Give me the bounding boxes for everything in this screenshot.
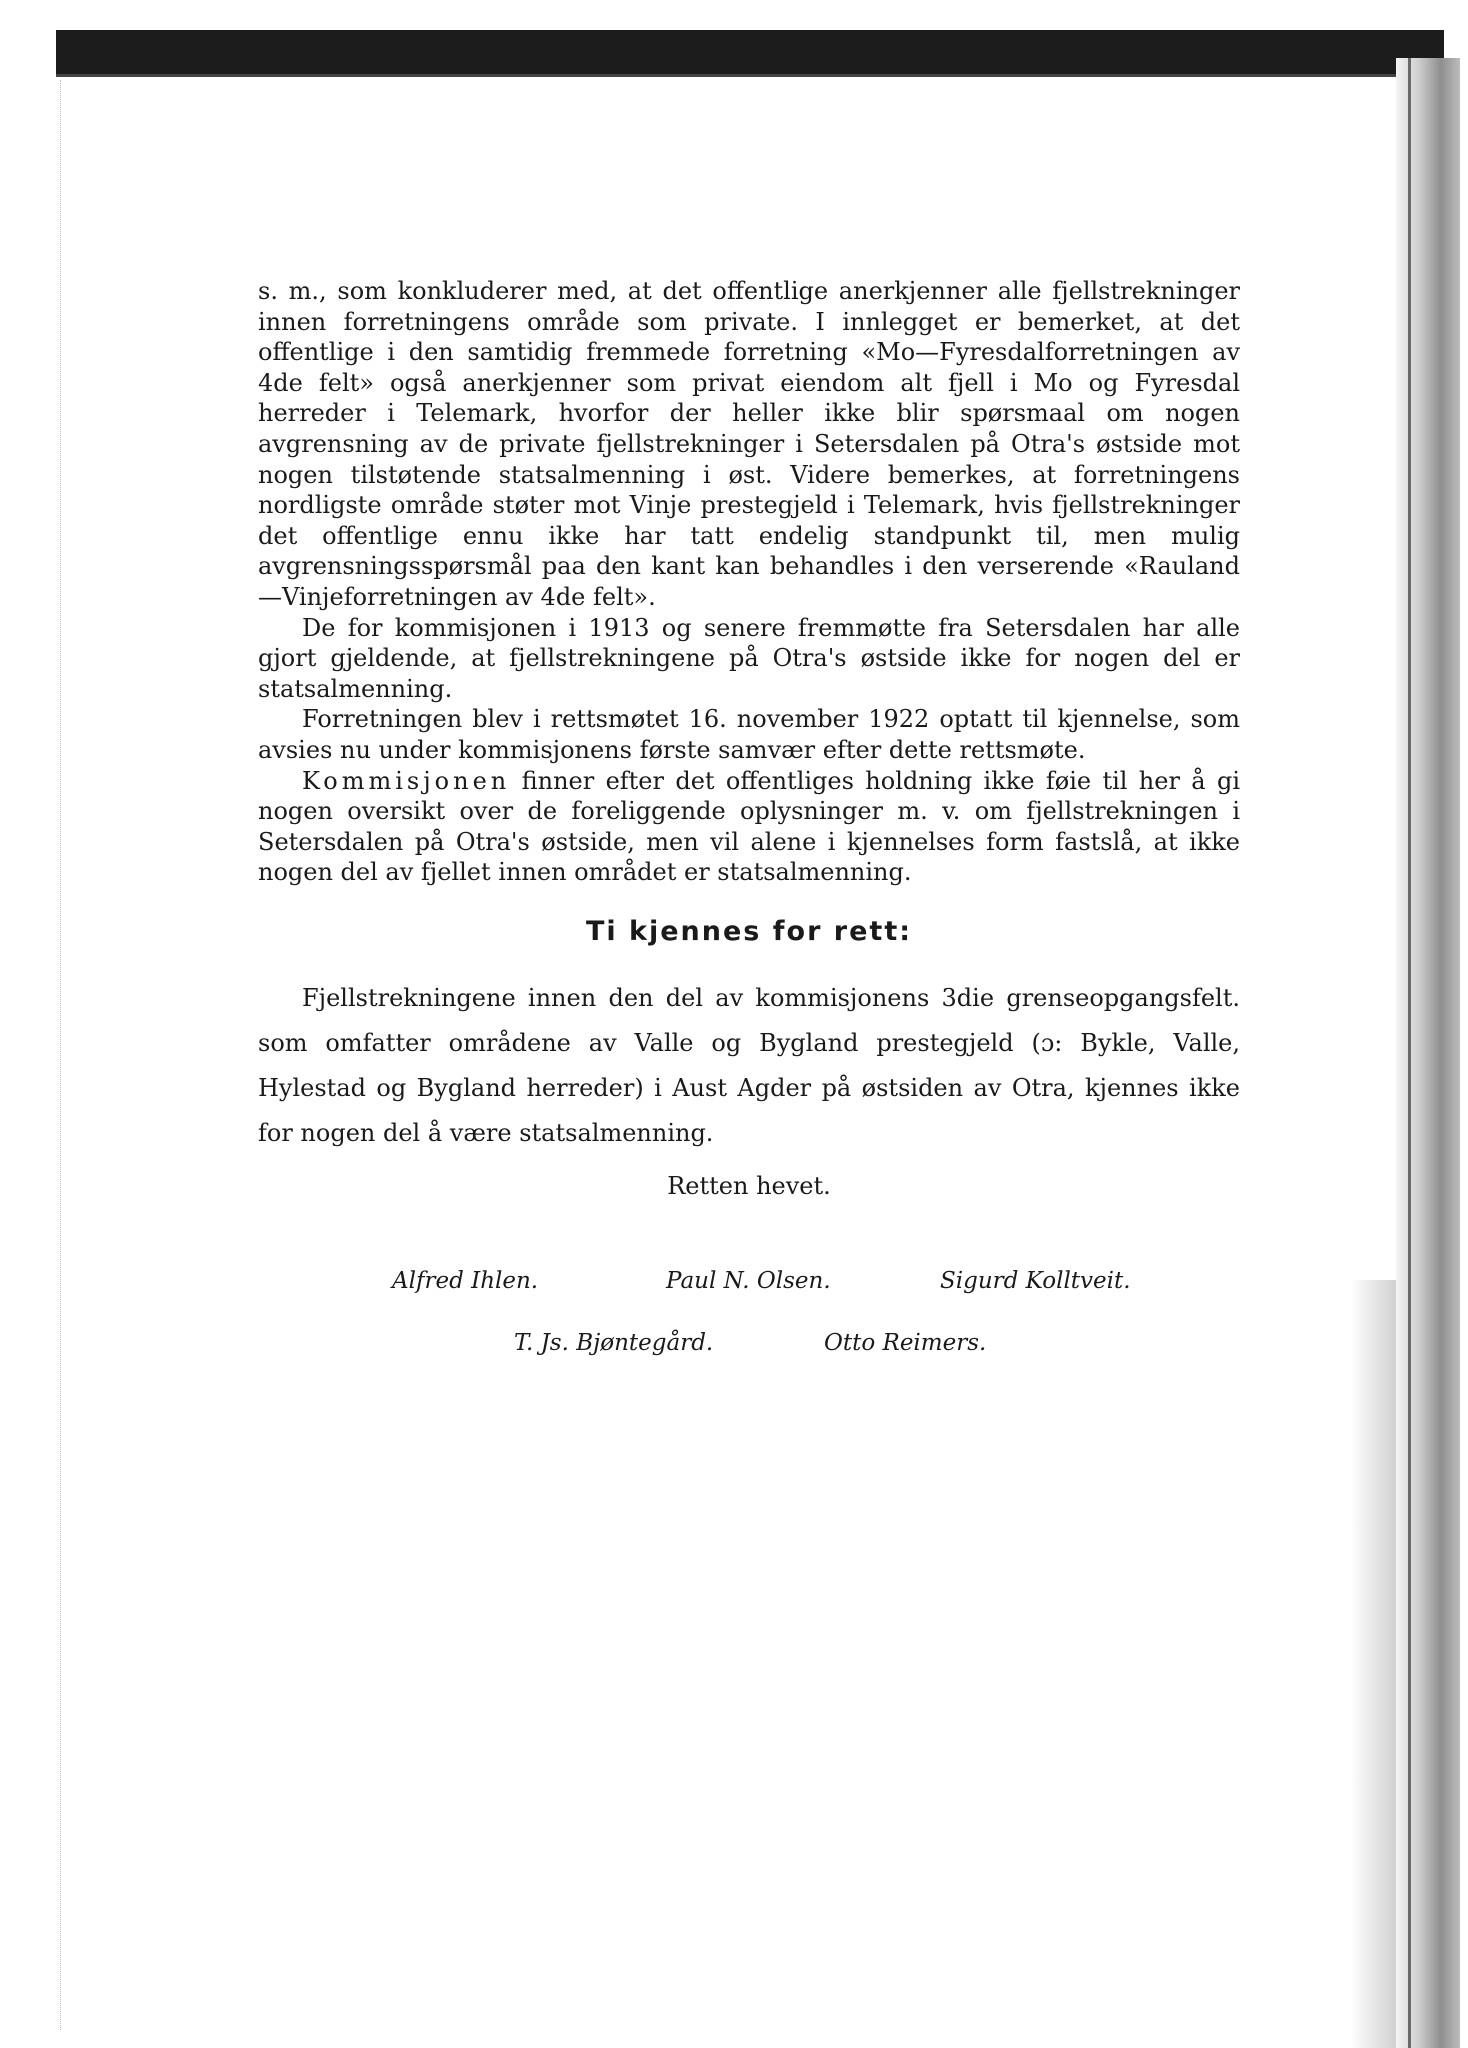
signature-1: Alfred Ihlen. <box>392 1268 539 1294</box>
paragraph-3: Forretningen blev i rettsmøtet 16. november 1922 optatt til kjennelse, som avsies nu under kommisjonens første samvær efter dette rettsmøte. <box>258 705 1240 764</box>
signature-5: Otto Reimers. <box>824 1330 987 1356</box>
verdict-block <box>258 976 1240 1156</box>
scan-right-border-line <box>1408 58 1411 2048</box>
scan-left-edge <box>60 80 65 2030</box>
verdict-text: Fjellstrekningene innen den del av kommisjonens 3die grenseopgangsfelt. som omfatter områdene av Valle og Bygland prestegjeld (ɔ: Bykle, Valle, Hylestad og Bygland herreder) i Aust Agder på østsiden av Otra, kjennes ikke for nogen del å være statsalmenning. <box>258 984 1240 1147</box>
body-text <box>258 276 1240 888</box>
paragraph-4 <box>258 766 1240 888</box>
scan-top-border-line <box>56 74 1406 77</box>
paragraph-1: s. m., som konkluderer med, at det offentlige anerkjenner alle fjellstrekninger innen forretningens område som private. I innlegget er bemerket, at det offentlige i den samtidig fremmede forretning «Mo—Fyresdalforretningen av 4de felt» også anerkjenner som privat eiendom alt fjell i Mo og Fyresdal herreder i Telemark, hvorfor der heller ikke blir spørsmaal om nogen avgrensning av de private fjellstrekninger i Setersdalen på Otra's østside mot nogen tilstøtende statsalmenning i øst. Videre bemerkes, at forretningens nordligste område støter mot Vinje prestegjeld i Telemark, hvis fjellstrekninger det offentlige ennu ikke har tatt endelig standpunkt til, men mulig avgrensningsspørsmål paa den kant kan behandles i den verserende «Rauland—Vinjeforretningen av 4de felt». <box>258 277 1240 611</box>
paragraph-2: De for kommisjonen i 1913 og senere fremmøtte fra Setersdalen har alle gjort gjeldende, at fjellstrekningene på Otra's østside ikke for nogen del er statsalmenning. <box>258 613 1240 703</box>
closing-line: Retten hevet. <box>667 1172 831 1200</box>
signature-3: Sigurd Kolltveit. <box>940 1268 1131 1294</box>
signature-4: T. Js. Bjøntegård. <box>514 1330 714 1356</box>
paragraph-4-text: finner efter det offentliges holdning ikke føie til her å gi nogen oversikt over de foreliggende oplysninger m. v. om fjellstrekningen i Setersdalen på Otra's østside, men vil alene i kjennelses form fastslå, at ikke nogen del av fjellet innen området er statsalmenning. <box>258 766 1240 887</box>
verdict-heading: Ti kjennes for rett: <box>585 916 913 947</box>
signature-2: Paul N. Olsen. <box>666 1268 831 1294</box>
kommisjonen-word: Kommisjonen <box>302 766 511 795</box>
scan-right-border <box>1396 58 1460 2048</box>
scan-top-border <box>56 30 1444 74</box>
